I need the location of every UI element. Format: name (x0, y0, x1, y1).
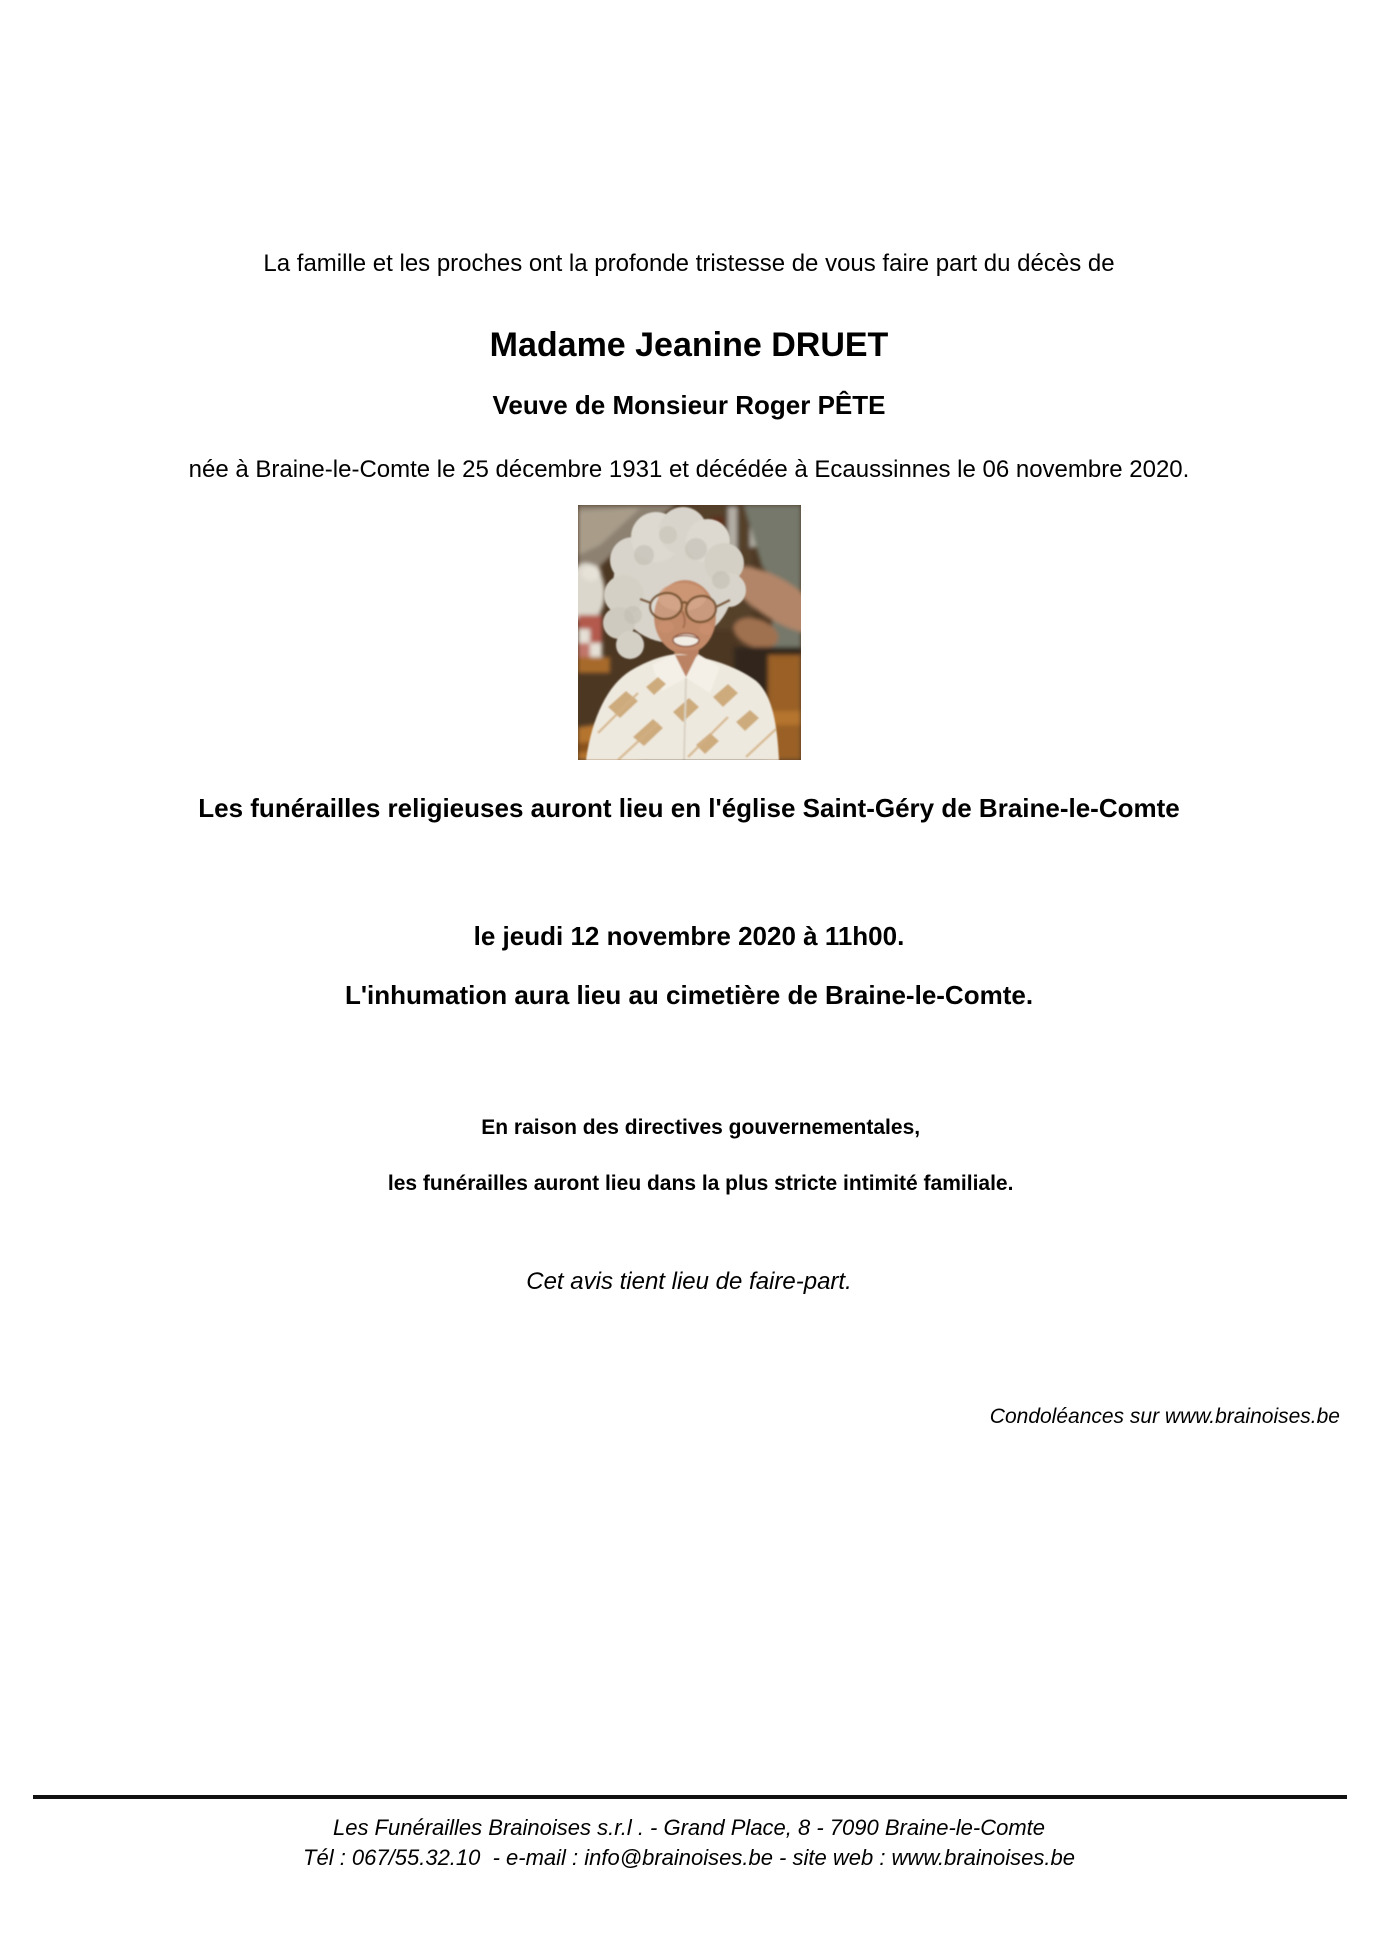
birth-death-line: née à Braine-le-Comte le 25 décembre 1931 et décédée à Ecaussinnes le 06 novembre 2020. (188, 456, 1190, 483)
covid-restriction-notice (0, 1086, 1378, 1226)
footer-company-line: Les Funérailles Brainoises s.r.l . - Grand Place, 8 - 7090 Braine-le-Comte (332, 1815, 1046, 1840)
faire-part-notice: Cet avis tient lieu de faire-part. (526, 1268, 852, 1295)
widow-subheading: Veuve de Monsieur Roger PÊTE (492, 390, 886, 420)
footer-contact-line: Tél : 067/55.32.10 - e-mail : info@brainoises.be - site web : www.brainoises.be (303, 1845, 1075, 1870)
portrait-photo-illustration (578, 505, 801, 760)
covid-notice-line2: les funérailles auront lieu dans la plus stricte intimité familiale. (387, 1172, 1014, 1195)
burial-line: L'inhumation aura lieu au cimetière de Braine-le-Comte. (344, 980, 1034, 1010)
covid-notice-line1: En raison des directives gouvernementales, (481, 1116, 921, 1139)
intro-line: La famille et les proches ont la profonde tristesse de vous faire part du décès de (263, 250, 1115, 277)
ceremony-datetime-line: le jeudi 12 novembre 2020 à 11h00. (473, 921, 905, 951)
condolences-note: Condoléances sur www.brainoises.be (989, 1405, 1340, 1428)
footer-divider (33, 1795, 1347, 1799)
ceremony-location-line: Les funérailles religieuses auront lieu en l'église Saint-Géry de Braine-le-Comte (198, 793, 1180, 823)
deceased-name-heading: Madame Jeanine DRUET (489, 326, 889, 364)
portrait-photo (578, 505, 801, 760)
